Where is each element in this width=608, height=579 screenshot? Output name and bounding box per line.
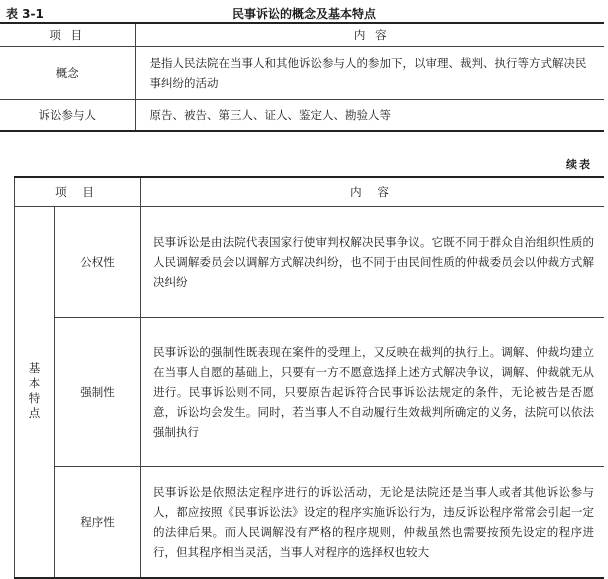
row-label-concept: 概念 [0, 47, 135, 100]
row-label-compulsory: 强制性 [55, 318, 141, 467]
row-text-concept: 是指人民法院在当事人和其他诉讼参与人的参加下，以审理、裁判、执行等方式解决民事纠纷的活动 [135, 47, 604, 100]
features-table [14, 176, 604, 579]
continued-label: 续表 [566, 158, 592, 171]
header-item: 项 目 [0, 23, 135, 47]
table-title-row [6, 4, 602, 22]
row-label-procedural: 程序性 [55, 467, 141, 579]
row-label-participants: 诉讼参与人 [0, 100, 135, 132]
group-label-cell [15, 207, 55, 579]
row-text-compulsory: 民事诉讼的强制性既表现在案件的受理上，又反映在裁判的执行上。调解、仲裁均建立在当事人自愿的基础上，只要有一方不愿意选择上述方式解决争议，调解、仲裁就无从进行。民事诉讼则不同，只要原告起诉符合民事诉讼法规定的条件，无论被告是否愿意，诉讼均会发生。同时，若当事人不自动履行生效裁判所确定的义务，法院可以依法强制执行 [141, 318, 605, 467]
group-label: 基本特点 [28, 361, 41, 420]
header-content: 内 容 [141, 177, 605, 207]
table-row [0, 47, 604, 100]
table-number: 表 3-1 [6, 7, 44, 21]
table-header-row [15, 177, 605, 207]
row-text-procedural: 民事诉讼是依照法定程序进行的诉讼活动，无论是法院还是当事人或者其他诉讼参与人，都应按照《民事诉讼法》设定的程序实施诉讼行为，违反诉讼程序常常会引起一定的法律后果。而人民调解没有严格的程序规则，仲裁虽然也需要按预先设定的程序进行，但其程序相当灵活，当事人对程序的选择权也较大 [141, 467, 605, 579]
table-row [15, 207, 605, 318]
table-row [15, 318, 605, 467]
table-title: 民事诉讼的概念及基本特点 [231, 7, 376, 21]
table-row [0, 100, 604, 132]
table-header-row [0, 23, 604, 47]
concept-table [0, 22, 604, 132]
header-content: 内 容 [135, 23, 604, 47]
table-row [15, 467, 605, 579]
row-text-public-power: 民事诉讼是由法院代表国家行使审判权解决民事争议。它既不同于群众自治组织性质的人民调解委员会以调解方式解决纠纷，也不同于由民间性质的仲裁委员会以仲裁方式解决纠纷 [141, 207, 605, 318]
row-label-public-power: 公权性 [55, 207, 141, 318]
row-text-participants: 原告、被告、第三人、证人、鉴定人、勘验人等 [135, 100, 604, 132]
header-item: 项 目 [15, 177, 141, 207]
